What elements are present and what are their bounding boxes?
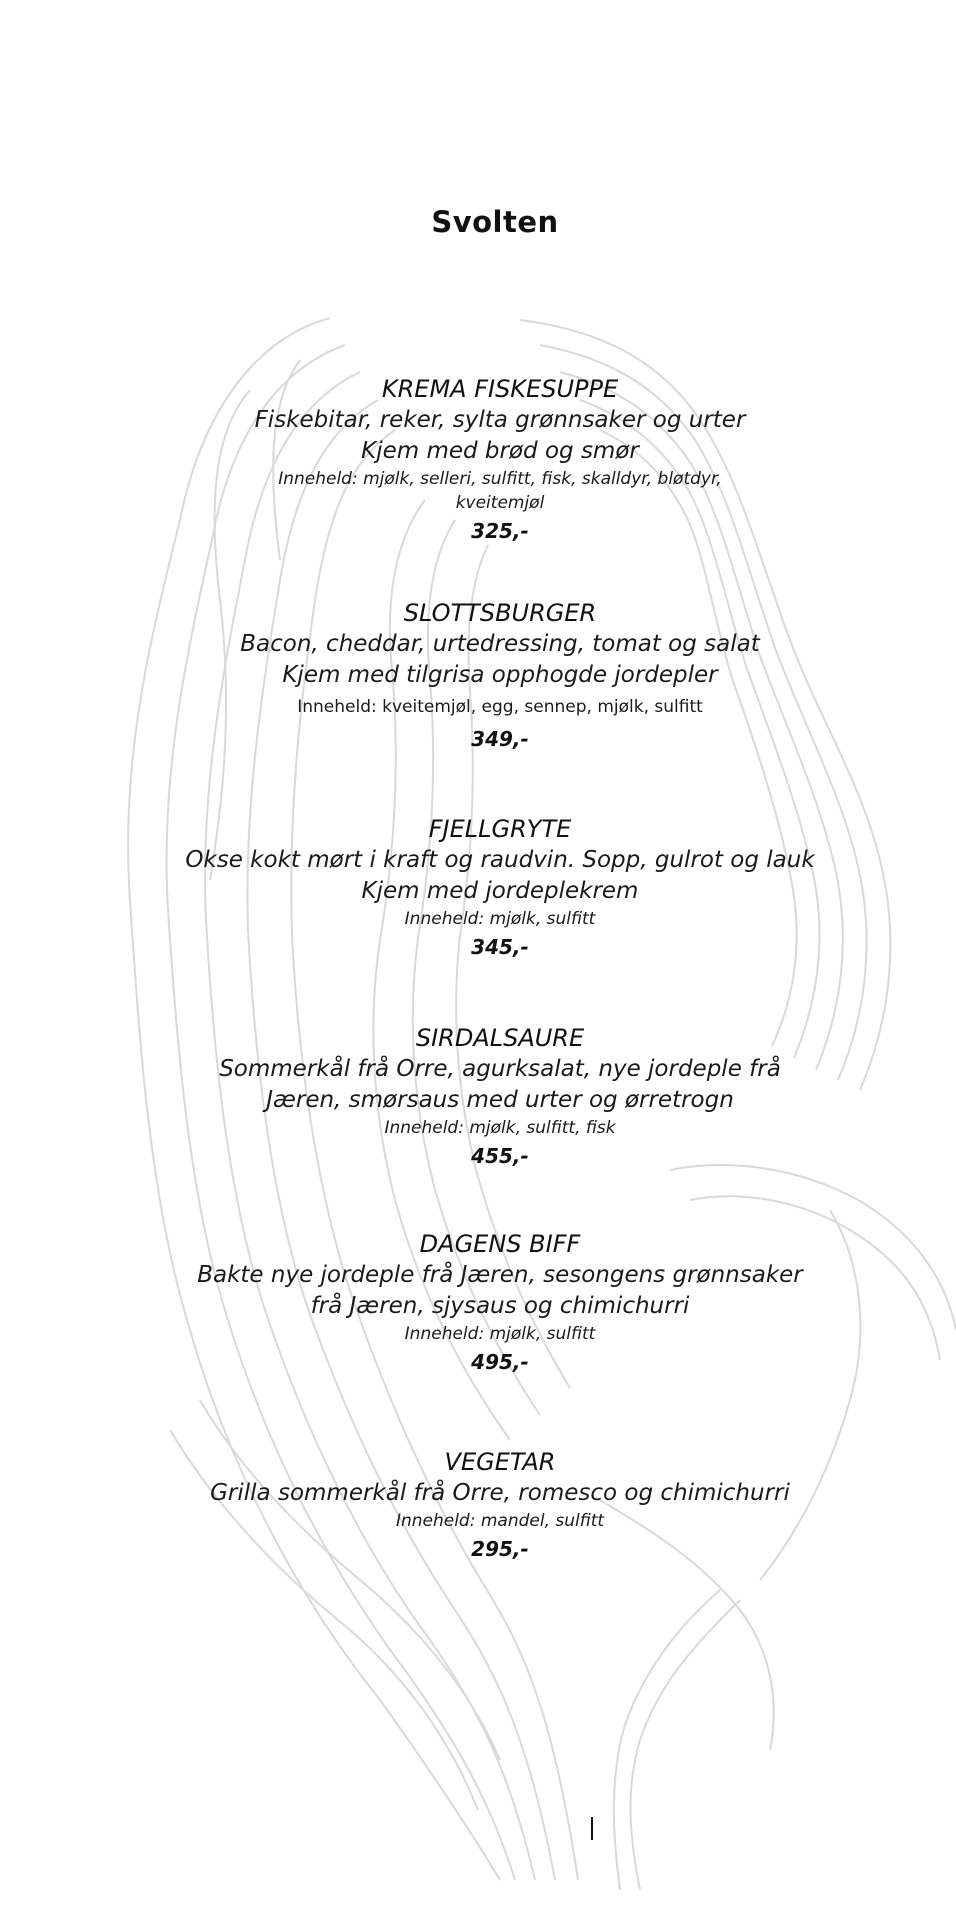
menu-item-price: 349,- (471, 727, 529, 751)
menu-item-name: SLOTTSBURGER (403, 599, 597, 627)
menu-item-name: VEGETAR (444, 1448, 556, 1476)
menu-item-allergens: Inneheld: mjølk, sulfitt (404, 1324, 596, 1344)
menu-item-price: 325,- (471, 519, 529, 543)
menu-item-description-line: Okse kokt mørt i kraft og raudvin. Sopp, gulrot og lauk (185, 847, 815, 873)
menu-item-slottsburger (140, 597, 860, 753)
menu-item-description-line: Bacon, cheddar, urtedressing, tomat og salat (240, 631, 760, 657)
menu-item-description-line: frå Jæren, sjysaus og chimichurri (310, 1293, 690, 1319)
menu-item-name: DAGENS BIFF (419, 1230, 581, 1258)
menu-item-price: 295,- (471, 1537, 529, 1561)
menu-item-allergens: Inneheld: mjølk, sulfitt, fisk (384, 1118, 616, 1138)
menu-item-allergens: Inneheld: mandel, sulfitt (395, 1511, 605, 1531)
menu-item-description-line: Kjem med tilgrisa opphogde jordepler (282, 662, 718, 688)
page-title: Svolten (431, 205, 559, 240)
menu-item-dagens-biff (140, 1228, 860, 1376)
menu-item-sirdalsaure (140, 1022, 860, 1170)
footer-divider-mark (591, 1817, 593, 1840)
menu-item-vegetar (140, 1446, 860, 1563)
menu-item-description-line: Bakte nye jordeple frå Jæren, sesongens grønnsaker (197, 1262, 803, 1288)
menu-item-name: KREMA FISKESUPPE (381, 375, 619, 403)
menu-item-name: SIRDALSAURE (415, 1024, 585, 1052)
menu-item-description-line: Kjem med jordeplekrem (361, 878, 639, 904)
menu-item-description-line: Jæren, smørsaus med urter og ørretrogn (266, 1087, 734, 1113)
menu-item-price: 495,- (471, 1350, 529, 1374)
menu-item-description-line: Sommerkål frå Orre, agurksalat, nye jordeple frå (219, 1056, 781, 1082)
menu-item-krema-fiskesuppe (140, 373, 860, 545)
menu-item-fjellgryte (140, 813, 860, 961)
menu-item-price: 345,- (471, 935, 529, 959)
menu-item-description-line: Grilla sommerkål frå Orre, romesco og chimichurri (210, 1480, 790, 1506)
menu-item-price: 455,- (471, 1144, 529, 1168)
menu-item-allergens: Inneheld: kveitemjøl, egg, sennep, mjølk, sulfitt (297, 697, 703, 717)
menu-item-allergens: kveitemjøl (455, 493, 545, 513)
menu-item-description-line: Fiskebitar, reker, sylta grønnsaker og urter (254, 407, 746, 433)
menu-item-name: FJELLGRYTE (428, 815, 572, 843)
menu-item-allergens: Inneheld: mjølk, sulfitt (404, 909, 596, 929)
menu-item-description-line: Kjem med brød og smør (361, 438, 639, 464)
menu-item-allergens: Inneheld: mjølk, selleri, sulfitt, fisk, skalldyr, bløtdyr, (278, 469, 722, 489)
